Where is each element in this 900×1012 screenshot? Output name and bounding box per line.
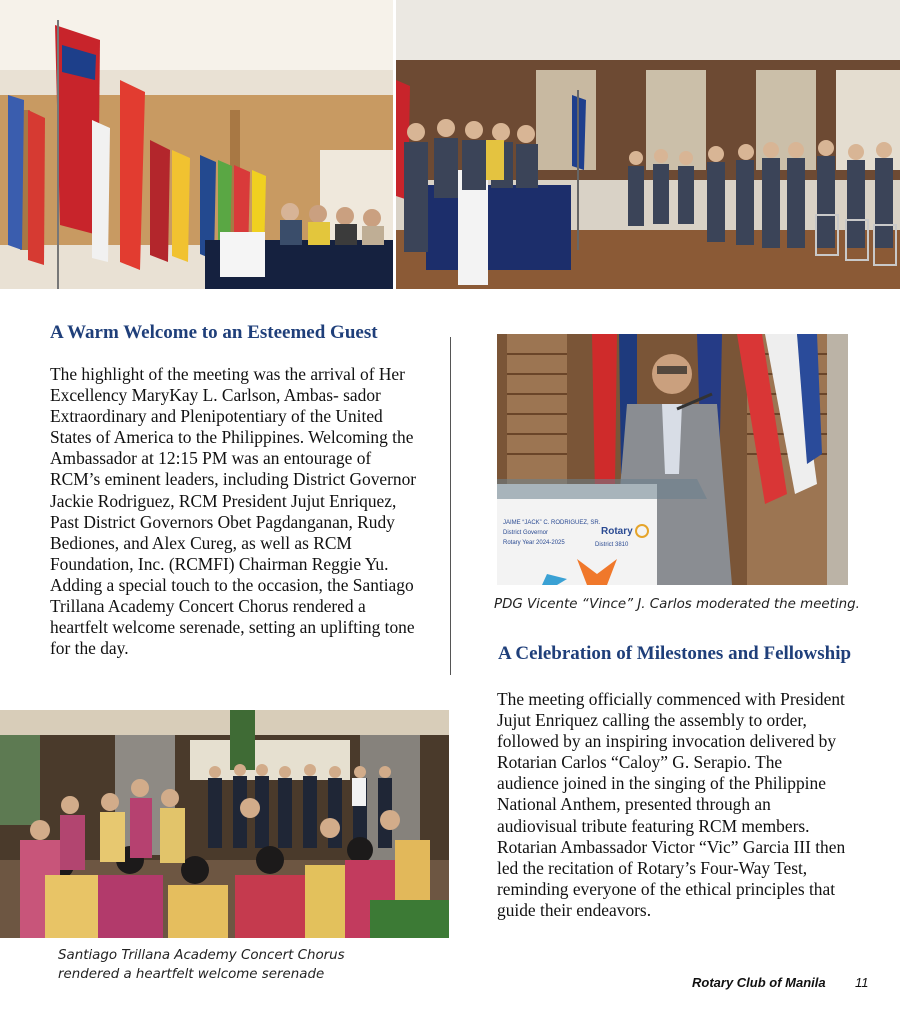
podium-name: JAIME “JACK” C. RODRIGUEZ, SR. [503, 520, 601, 526]
chorus-serenade-photo [0, 710, 449, 938]
podium-brand: Rotary [601, 526, 633, 537]
podium-year: Rotary Year 2024-2025 [503, 540, 565, 546]
flags-head-table-illustration [0, 0, 393, 289]
section-heading-welcome: A Warm Welcome to an Esteemed Guest [50, 322, 378, 343]
section-body-welcome: The highlight of the meeting was the arrival of Her Excellency MaryKay L. Carlson, Ambas- sador Extraordinary and Plenipotentiary of the United States of America to the Philippines. Welcoming the Ambassador at 12:15 PM was an entourage of RCM’s eminent leaders, including District Governor Jackie Rodriguez, RCM President Jujut Enriquez, Past District Governors Obet Pagdanganan, Rudy Bediones, and Alex Cureg, as well as RCM Foundation, Inc. (RCMFI) Chairman Reggie Yu. Adding a special touch to the occasion, the Santiago Trillana Academy Concert Chorus rendered a heartfelt welcome serenade, setting an uplifting tone for the day. [50, 364, 417, 659]
column-divider [450, 337, 451, 675]
assembly-standing-illustration [396, 0, 900, 289]
flags-head-table-photo [0, 0, 393, 289]
chorus-photo-caption: Santiago Trillana Academy Concert Chorus rendered a heartfelt welcome serenade [58, 948, 345, 982]
footer-club-name: Rotary Club of Manila [692, 975, 826, 990]
speaker-photo-caption: PDG Vicente “Vince” J. Carlos moderated the meeting. [494, 597, 860, 612]
section-body-celebration: The meeting officially commenced with President Jujut Enriquez calling the assembly to order, followed by an inspiring invocation delivered by Rotarian Carlos “Caloy” G. Serapio. The audience joined in the singing of the Philippine National Anthem, presented through an audiovisual tribute featuring RCM members. Rotarian Ambassador Victor “Vic” Garcia III then led the recitation of Rotary’s Four-Way Test, reminding everyone of the ethical principles that guide their endeavors. [497, 689, 846, 920]
podium-role: District Governor [503, 530, 549, 536]
assembly-standing-photo [396, 0, 900, 289]
chorus-serenade-illustration [0, 710, 449, 938]
section-heading-celebration: A Celebration of Milestones and Fellowship [498, 643, 852, 664]
speaker-at-podium-photo [497, 334, 848, 585]
podium-district: District 3810 [595, 542, 629, 548]
page-number: 11 [855, 975, 869, 990]
speaker-at-podium-illustration [497, 334, 848, 585]
